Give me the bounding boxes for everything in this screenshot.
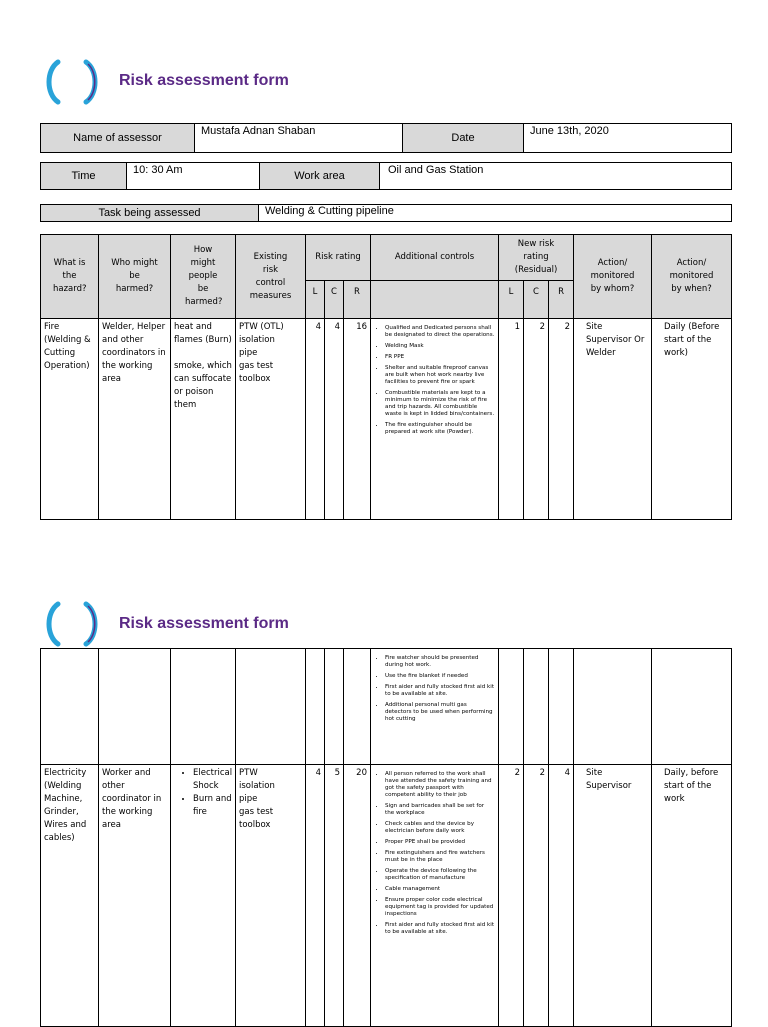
table-row xyxy=(41,649,732,765)
col-risk-rating: Risk rating xyxy=(306,235,371,281)
work-area-label: Work area xyxy=(260,163,380,190)
hazard-cell: Electricity (Welding Machine, Grinder, Wires and cables) xyxy=(41,765,99,1027)
col-R: R xyxy=(344,281,371,319)
col-how: How might people be harmed? xyxy=(171,235,236,319)
col-L: L xyxy=(306,281,325,319)
time-label: Time xyxy=(41,163,127,190)
action-when-cell: Daily (Before start of the work) xyxy=(652,319,732,520)
existing-cell: PTW (OTL) isolation pipe gas test toolbox xyxy=(236,319,306,520)
col-hazard: What is the hazard? xyxy=(41,235,99,319)
task-value: Welding & Cutting pipeline xyxy=(259,205,732,222)
col-action-when: Action/ monitored by when? xyxy=(652,235,732,319)
col-existing: Existing risk control measures xyxy=(236,235,306,319)
table-row xyxy=(41,765,732,1027)
time-row xyxy=(40,162,732,190)
risk-table-continued xyxy=(40,648,732,1027)
control-item: • Qualified and Dedicated persons shall be designated to direct the operations. xyxy=(385,325,495,339)
date-label: Date xyxy=(403,124,524,153)
task-row xyxy=(40,204,732,222)
risk-L: 4 xyxy=(306,319,325,520)
work-area-value: Oil and Gas Station xyxy=(380,163,732,190)
control-item: • Fire extinguishers and fire watchers must be in the place xyxy=(385,850,495,864)
additional-controls-cell xyxy=(371,319,499,520)
harm-item: • Electrical Shock xyxy=(193,767,232,793)
task-label: Task being assessed xyxy=(41,205,259,222)
form-logo-icon xyxy=(44,58,100,106)
additional-controls-cell xyxy=(371,765,499,1027)
col-new-C: C xyxy=(524,281,549,319)
page-title-2: Risk assessment form xyxy=(119,615,289,632)
assessor-value: Mustafa Adnan Shaban xyxy=(195,124,403,153)
harm-item: • Burn and fire xyxy=(193,793,232,819)
control-item: • All person referred to the work shall have attended the safety training and got the safety passport with competent ability to their job xyxy=(385,771,495,799)
control-item: • Use the fire blanket if needed xyxy=(385,673,495,680)
control-item: • Ensure proper color code electrical equipment tag is provided for updated inspections xyxy=(385,897,495,918)
form-logo-icon-2 xyxy=(44,600,100,648)
date-value: June 13th, 2020 xyxy=(524,124,732,153)
new-risk-L: 2 xyxy=(499,765,524,1027)
assessor-row xyxy=(40,123,732,153)
risk-R: 16 xyxy=(344,319,371,520)
control-item: • Welding Mask xyxy=(385,343,495,350)
action-when-cell: Daily, before start of the work xyxy=(652,765,732,1027)
control-item: • Cable management xyxy=(385,886,495,893)
new-risk-C: 2 xyxy=(524,319,549,520)
col-action-whom: Action/ monitored by whom? xyxy=(574,235,652,319)
risk-table xyxy=(40,234,732,520)
how-cell: heat and flames (Burn) smoke, which can suffocate or poison them xyxy=(171,319,236,520)
risk-R: 20 xyxy=(344,765,371,1027)
new-risk-L: 1 xyxy=(499,319,524,520)
who-cell: Welder, Helper and other coordinators in the working area xyxy=(99,319,171,520)
risk-C: 4 xyxy=(325,319,344,520)
hazard-cell: Fire (Welding & Cutting Operation) xyxy=(41,319,99,520)
additional-controls-cont xyxy=(371,649,499,765)
new-risk-C: 2 xyxy=(524,765,549,1027)
who-cell: Worker and other coordinator in the working area xyxy=(99,765,171,1027)
risk-C: 5 xyxy=(325,765,344,1027)
control-item: • Operate the device following the specification of manufacture xyxy=(385,868,495,882)
action-whom-cell: Site Supervisor Or Welder xyxy=(574,319,652,520)
col-who: Who might be harmed? xyxy=(99,235,171,319)
control-item: • Combustible materials are kept to a minimum to minimize the risk of fire and trip hazards. All combustible waste is kept in lidded bins/containers. xyxy=(385,390,495,418)
control-item: • Proper PPE shall be provided xyxy=(385,839,495,846)
control-item: • First aider and fully stocked first aid kit to be available at site. xyxy=(385,684,495,698)
action-whom-cell: Site Supervisor xyxy=(574,765,652,1027)
new-risk-R: 2 xyxy=(549,319,574,520)
control-item: • FR PPE xyxy=(385,354,495,361)
control-item: • Additional personal multi gas detectors to be used when performing hot cutting xyxy=(385,702,495,723)
new-risk-R: 4 xyxy=(549,765,574,1027)
control-item: • Check cables and the device by electrician before daily work xyxy=(385,821,495,835)
time-value: 10: 30 Am xyxy=(127,163,260,190)
col-C: C xyxy=(325,281,344,319)
how-cell xyxy=(171,765,236,1027)
col-new-L: L xyxy=(499,281,524,319)
existing-cell: PTW isolation pipe gas test toolbox xyxy=(236,765,306,1027)
assessor-label: Name of assessor xyxy=(41,124,195,153)
control-item: • Shelter and suitable fireproof canvas are built when hot work nearby live facilities to prevent fire or spark xyxy=(385,365,495,386)
page-title: Risk assessment form xyxy=(119,72,289,89)
control-item: • First aider and fully stocked first aid kit to be available at site. xyxy=(385,922,495,936)
col-new-risk: New risk rating (Residual) xyxy=(499,235,574,281)
control-item: • Fire watcher should be presented during hot work. xyxy=(385,655,495,669)
control-item: • Sign and barricades shall be set for the workplace xyxy=(385,803,495,817)
control-item: • The fire extinguisher should be prepared at work site (Powder). xyxy=(385,422,495,436)
table-row xyxy=(41,319,732,520)
risk-L: 4 xyxy=(306,765,325,1027)
col-new-R: R xyxy=(549,281,574,319)
col-additional: Additional controls xyxy=(371,235,499,281)
